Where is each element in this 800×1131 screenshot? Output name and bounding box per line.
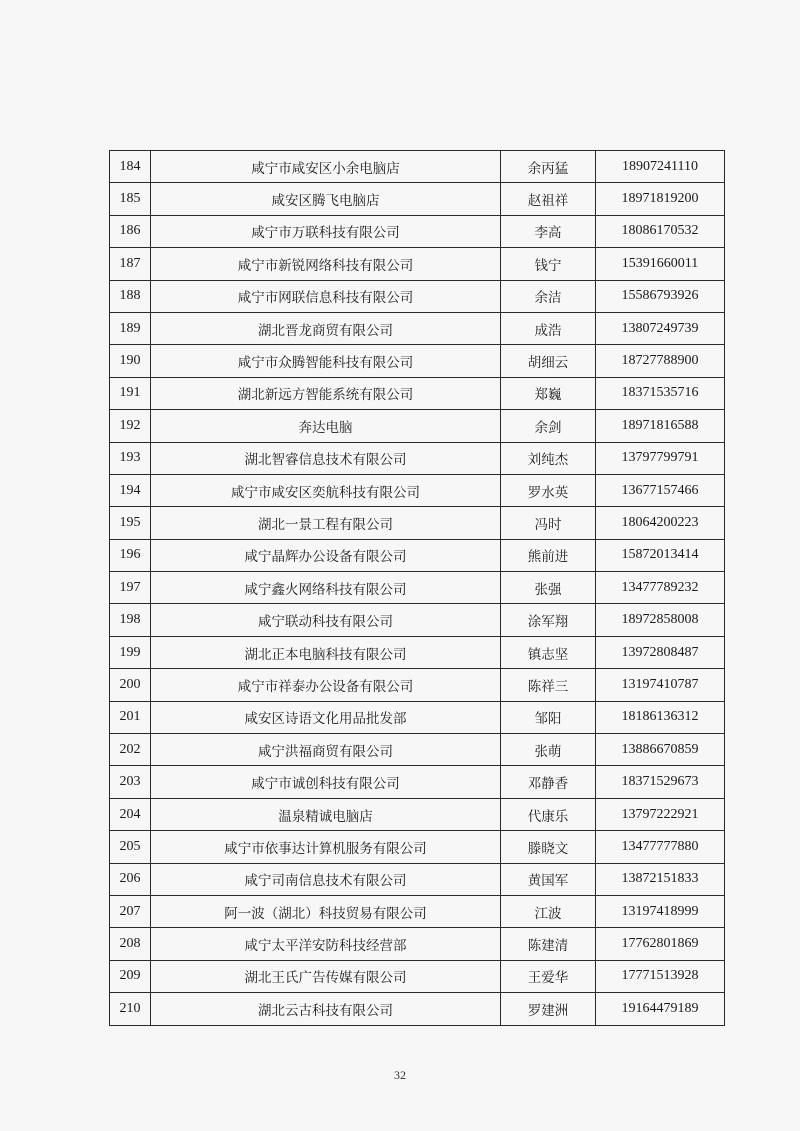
table-row (110, 215, 725, 247)
phone-number-cell: 15586793926 (596, 280, 725, 312)
phone-number-cell: 13197410787 (596, 669, 725, 701)
row-number-cell: 204 (110, 798, 151, 830)
phone-number-cell: 13886670859 (596, 734, 725, 766)
row-number-cell: 197 (110, 572, 151, 604)
table-row (110, 151, 725, 183)
company-name-cell: 咸宁鑫火网络科技有限公司 (151, 572, 501, 604)
contact-person-cell: 余丙猛 (501, 151, 596, 183)
phone-number-cell: 13477777880 (596, 831, 725, 863)
company-contact-table (109, 150, 725, 1026)
contact-person-cell: 张强 (501, 572, 596, 604)
phone-number-cell: 18371535716 (596, 377, 725, 409)
contact-person-cell: 邹阳 (501, 701, 596, 733)
table-row (110, 377, 725, 409)
row-number-cell: 198 (110, 604, 151, 636)
company-name-cell: 温泉精诚电脑店 (151, 798, 501, 830)
contact-person-cell: 代康乐 (501, 798, 596, 830)
contact-person-cell: 陈祥三 (501, 669, 596, 701)
row-number-cell: 208 (110, 928, 151, 960)
table-row (110, 895, 725, 927)
contact-person-cell: 罗建洲 (501, 993, 596, 1025)
page-number: 32 (394, 1068, 406, 1082)
row-number-cell: 195 (110, 507, 151, 539)
contact-person-cell: 镇志坚 (501, 636, 596, 668)
company-name-cell: 咸宁市咸安区小余电脑店 (151, 151, 501, 183)
phone-number-cell: 18086170532 (596, 215, 725, 247)
contact-person-cell: 郑巍 (501, 377, 596, 409)
row-number-cell: 196 (110, 539, 151, 571)
contact-person-cell: 钱宁 (501, 248, 596, 280)
company-name-cell: 咸宁联动科技有限公司 (151, 604, 501, 636)
contact-person-cell: 陈建清 (501, 928, 596, 960)
contact-person-cell: 李高 (501, 215, 596, 247)
row-number-cell: 199 (110, 636, 151, 668)
company-name-cell: 咸宁市新锐网络科技有限公司 (151, 248, 501, 280)
table-row (110, 863, 725, 895)
contact-person-cell: 余剑 (501, 410, 596, 442)
row-number-cell: 209 (110, 960, 151, 992)
table-row (110, 701, 725, 733)
company-name-cell: 湖北晋龙商贸有限公司 (151, 312, 501, 344)
company-name-cell: 湖北一景工程有限公司 (151, 507, 501, 539)
row-number-cell: 193 (110, 442, 151, 474)
table-row (110, 410, 725, 442)
contact-person-cell: 黄国军 (501, 863, 596, 895)
phone-number-cell: 19164479189 (596, 993, 725, 1025)
row-number-cell: 191 (110, 377, 151, 409)
contact-person-cell: 余洁 (501, 280, 596, 312)
table-row (110, 734, 725, 766)
table-row (110, 928, 725, 960)
row-number-cell: 185 (110, 183, 151, 215)
table-row (110, 636, 725, 668)
company-name-cell: 咸宁市咸安区奕航科技有限公司 (151, 474, 501, 506)
table-row (110, 312, 725, 344)
phone-number-cell: 18186136312 (596, 701, 725, 733)
table-row (110, 474, 725, 506)
company-name-cell: 湖北王氏广告传媒有限公司 (151, 960, 501, 992)
table-body (110, 151, 725, 1026)
contact-person-cell: 刘纯杰 (501, 442, 596, 474)
contact-person-cell: 罗水英 (501, 474, 596, 506)
company-name-cell: 湖北新远方智能系统有限公司 (151, 377, 501, 409)
contact-person-cell: 熊前进 (501, 539, 596, 571)
company-name-cell: 咸安区腾飞电脑店 (151, 183, 501, 215)
row-number-cell: 210 (110, 993, 151, 1025)
row-number-cell: 203 (110, 766, 151, 798)
row-number-cell: 188 (110, 280, 151, 312)
company-name-cell: 咸宁市依事达计算机服务有限公司 (151, 831, 501, 863)
phone-number-cell: 18972858008 (596, 604, 725, 636)
company-name-cell: 咸宁市众腾智能科技有限公司 (151, 345, 501, 377)
phone-number-cell: 13872151833 (596, 863, 725, 895)
phone-number-cell: 18971816588 (596, 410, 725, 442)
table-row (110, 766, 725, 798)
table-row (110, 993, 725, 1025)
phone-number-cell: 13797222921 (596, 798, 725, 830)
row-number-cell: 184 (110, 151, 151, 183)
company-name-cell: 湖北正本电脑科技有限公司 (151, 636, 501, 668)
table-row (110, 507, 725, 539)
phone-number-cell: 13477789232 (596, 572, 725, 604)
company-name-cell: 咸宁市万联科技有限公司 (151, 215, 501, 247)
company-name-cell: 湖北云古科技有限公司 (151, 993, 501, 1025)
table-row (110, 248, 725, 280)
company-name-cell: 湖北智睿信息技术有限公司 (151, 442, 501, 474)
phone-number-cell: 15391660011 (596, 248, 725, 280)
contact-person-cell: 张萌 (501, 734, 596, 766)
row-number-cell: 194 (110, 474, 151, 506)
phone-number-cell: 18371529673 (596, 766, 725, 798)
row-number-cell: 206 (110, 863, 151, 895)
contact-person-cell: 邓静香 (501, 766, 596, 798)
phone-number-cell: 18971819200 (596, 183, 725, 215)
phone-number-cell: 15872013414 (596, 539, 725, 571)
table-row (110, 183, 725, 215)
table-row (110, 960, 725, 992)
phone-number-cell: 13797799791 (596, 442, 725, 474)
table-row (110, 280, 725, 312)
phone-number-cell: 13972808487 (596, 636, 725, 668)
contact-person-cell: 赵祖祥 (501, 183, 596, 215)
table-row (110, 831, 725, 863)
company-name-cell: 咸宁晶辉办公设备有限公司 (151, 539, 501, 571)
row-number-cell: 205 (110, 831, 151, 863)
row-number-cell: 187 (110, 248, 151, 280)
company-name-cell: 咸宁市网联信息科技有限公司 (151, 280, 501, 312)
row-number-cell: 207 (110, 895, 151, 927)
company-name-cell: 咸宁太平洋安防科技经营部 (151, 928, 501, 960)
table-row (110, 442, 725, 474)
company-name-cell: 咸宁市祥泰办公设备有限公司 (151, 669, 501, 701)
company-name-cell: 咸安区诗语文化用品批发部 (151, 701, 501, 733)
phone-number-cell: 17771513928 (596, 960, 725, 992)
table-row (110, 669, 725, 701)
phone-number-cell: 17762801869 (596, 928, 725, 960)
contact-person-cell: 滕晓文 (501, 831, 596, 863)
table-row (110, 798, 725, 830)
company-name-cell: 奔达电脑 (151, 410, 501, 442)
company-name-cell: 咸宁市诚创科技有限公司 (151, 766, 501, 798)
contact-person-cell: 冯时 (501, 507, 596, 539)
phone-number-cell: 18727788900 (596, 345, 725, 377)
row-number-cell: 190 (110, 345, 151, 377)
phone-number-cell: 18907241110 (596, 151, 725, 183)
company-name-cell: 咸宁洪福商贸有限公司 (151, 734, 501, 766)
row-number-cell: 192 (110, 410, 151, 442)
row-number-cell: 202 (110, 734, 151, 766)
contact-person-cell: 成浩 (501, 312, 596, 344)
table-row (110, 572, 725, 604)
row-number-cell: 186 (110, 215, 151, 247)
row-number-cell: 189 (110, 312, 151, 344)
table-row (110, 345, 725, 377)
table-row (110, 604, 725, 636)
row-number-cell: 200 (110, 669, 151, 701)
phone-number-cell: 13677157466 (596, 474, 725, 506)
contact-person-cell: 涂军翔 (501, 604, 596, 636)
company-name-cell: 咸宁司南信息技术有限公司 (151, 863, 501, 895)
table-row (110, 539, 725, 571)
contact-person-cell: 胡细云 (501, 345, 596, 377)
company-name-cell: 阿一波（湖北）科技贸易有限公司 (151, 895, 501, 927)
phone-number-cell: 13197418999 (596, 895, 725, 927)
row-number-cell: 201 (110, 701, 151, 733)
contact-person-cell: 江波 (501, 895, 596, 927)
phone-number-cell: 13807249739 (596, 312, 725, 344)
phone-number-cell: 18064200223 (596, 507, 725, 539)
contact-person-cell: 王爱华 (501, 960, 596, 992)
